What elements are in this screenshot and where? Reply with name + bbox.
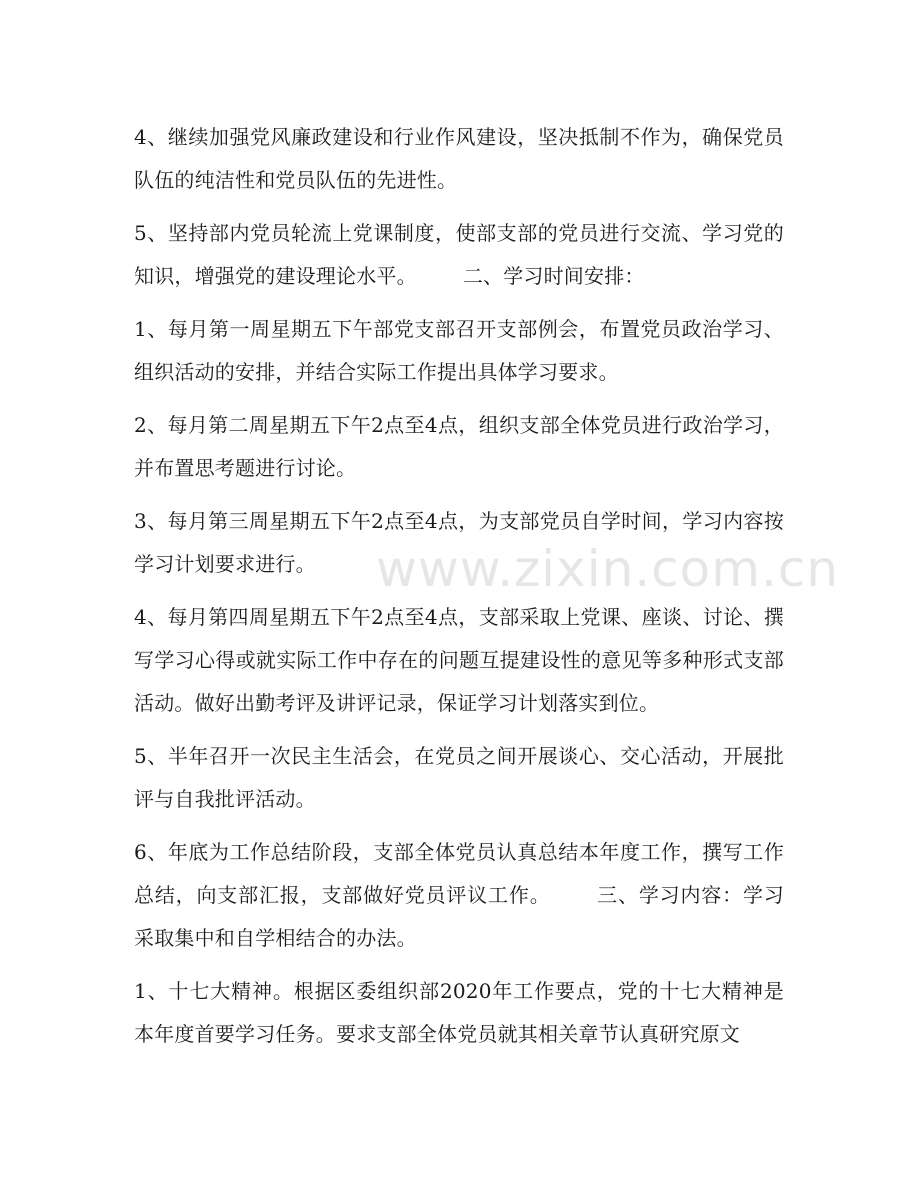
paragraph-text: 3、每月第三周星期五下午2点至4点，为支部党员自学时间，学习内容按学习计划要求进行。 (134, 509, 784, 576)
paragraph-schedule-week-2 (134, 404, 784, 490)
document-body (134, 116, 784, 1066)
paragraph-schedule-half-year (134, 735, 784, 821)
paragraph-schedule-year-end (134, 831, 784, 960)
watermark-text: www.zixin.com.cn (376, 540, 840, 598)
section-heading-study-schedule: 二、学习时间安排： (462, 264, 645, 288)
paragraph-text: 2、每月第二周星期五下午2点至4点，组织支部全体党员进行政治学习，并布置思考题进行讨论。 (134, 413, 784, 480)
paragraph-item-4-integrity (134, 116, 784, 202)
paragraph-text: 1、每月第一周星期五下午部党支部召开支部例会，布置党员政治学习、组织活动的安排，并结合实际工作提出具体学习要求。 (134, 317, 784, 384)
paragraph-content-item-1 (134, 970, 784, 1056)
paragraph-item-5-party-lecture (134, 212, 784, 298)
paragraph-text: 6、年底为工作总结阶段，支部全体党员认真总结本年度工作，撰写工作总结，向支部汇报，支部做好党员评议工作。 (134, 840, 784, 907)
paragraph-text: 4、继续加强党风廉政建设和行业作风建设，坚决抵制不作为，确保党员队伍的纯洁性和党员队伍的先进性。 (134, 125, 784, 192)
paragraph-schedule-week-4 (134, 596, 784, 725)
paragraph-text: 5、坚持部内党员轮流上党课制度，使部支部的党员进行交流、学习党的知识，增强党的建设理论水平。 (134, 221, 784, 288)
paragraph-text: 5、半年召开一次民主生活会，在党员之间开展谈心、交心活动，开展批评与自我批评活动。 (134, 744, 784, 811)
paragraph-schedule-week-1 (134, 308, 784, 394)
paragraph-schedule-week-3 (134, 500, 784, 586)
paragraph-text: 1、十七大精神。根据区委组织部2020年工作要点，党的十七大精神是本年度首要学习任务。要求支部全体党员就其相关章节认真研究原文 (134, 979, 784, 1046)
paragraph-text: 4、每月第四周星期五下午2点至4点，支部采取上党课、座谈、讨论、撰写学习心得或就实际工作中存在的问题互提建设性的意见等多种形式支部活动。做好出勤考评及讲评记录，保证学习计划落实到位。 (134, 605, 784, 715)
section-heading-study-content: 三、学习内容：学习采取集中和自学相结合的办法。 (134, 883, 784, 950)
